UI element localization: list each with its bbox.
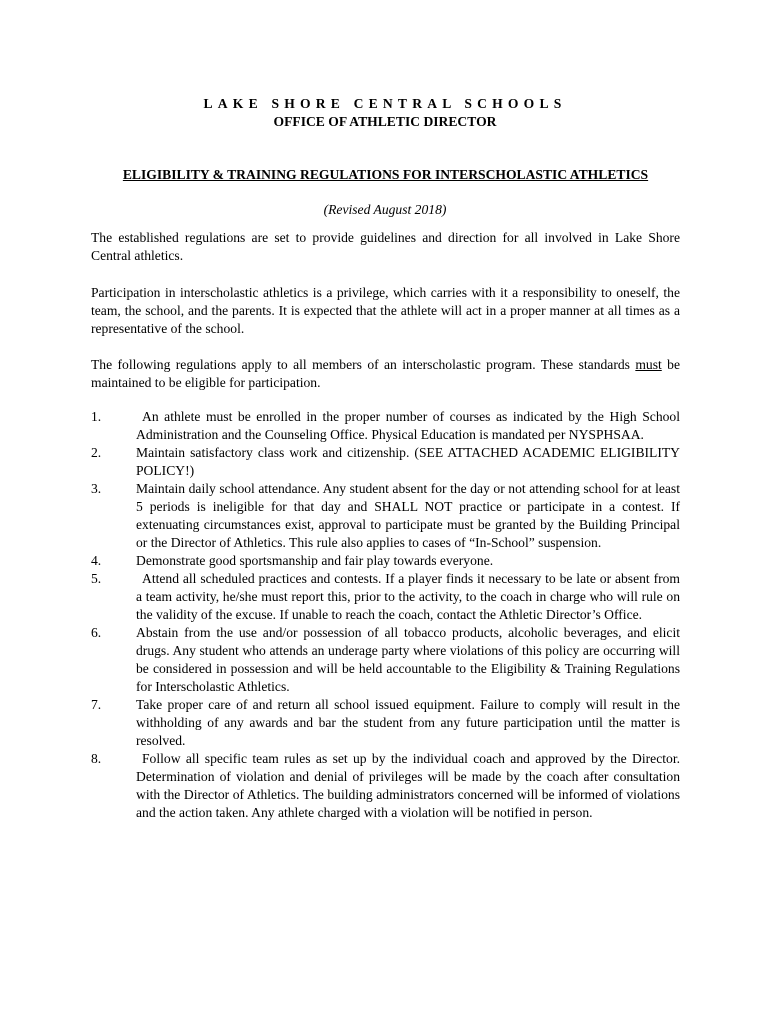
regulation-number: 1. bbox=[91, 409, 102, 424]
regulation-text: Abstain from the use and/or possession of all tobacco products, alcoholic beverages, and elicit drugs. Any student who attends an underage party where violations of this policy are occurring will be considered in possession and will be held accountable to the Eligibility & Training Regulations for Interscholastic Athletics. bbox=[136, 625, 680, 694]
regulation-item bbox=[91, 624, 680, 696]
standards-emphasis: must bbox=[635, 357, 662, 372]
regulation-number: 8. bbox=[91, 751, 102, 766]
regulation-item bbox=[91, 696, 680, 750]
regulation-text: Attend all scheduled practices and contests. If a player finds it necessary to be late or absent from a team activity, he/she must report this, prior to the activity, to the coach in charge who will rule on the validity of the excuse. If unable to reach the coach, contact the Athletic Director’s Office. bbox=[136, 571, 680, 622]
revision-date: (Revised August 2018) bbox=[323, 202, 447, 217]
document-title: ELIGIBILITY & TRAINING REGULATIONS FOR INTERSCHOLASTIC ATHLETICS bbox=[122, 167, 649, 182]
privilege-paragraph: Participation in interscholastic athletics is a privilege, which carries with it a responsibility to oneself, the team, the school, and the parents. It is expected that the athlete will act in a proper manner at all times as a representative of the school. bbox=[91, 285, 680, 336]
regulation-number: 3. bbox=[91, 481, 102, 496]
regulation-text: Follow all specific team rules as set up by the individual coach and approved by the Director. Determination of violation and denial of privileges will be made by the coach after consultation with the Director of Athletics. The building administrators concerned will be informed of violations and the action taken. Any athlete charged with a violation will be notified in person. bbox=[136, 751, 680, 820]
regulation-item bbox=[91, 552, 680, 570]
regulation-text: Maintain daily school attendance. Any student absent for the day or not attending school for at least 5 periods is ineligible for that day and SHALL NOT practice or participate in a contest. If extenuating circumstances exist, approval to participate must be granted by the Building Principal or the Director of Athletics. This rule also applies to cases of “In-School” suspension. bbox=[136, 481, 680, 550]
standards-text-after: be maintained to be eligible for participation. bbox=[91, 357, 680, 390]
regulation-item bbox=[91, 444, 680, 480]
regulation-text: Demonstrate good sportsmanship and fair play towards everyone. bbox=[136, 553, 494, 568]
regulation-item bbox=[91, 480, 680, 552]
regulation-text: An athlete must be enrolled in the proper number of courses as indicated by the High School Administration and the Counseling Office. Physical Education is mandated per NYSPHSAA. bbox=[136, 409, 680, 442]
regulation-text: Maintain satisfactory class work and citizenship. (SEE ATTACHED ACADEMIC ELIGIBILITY POLICY!) bbox=[136, 445, 680, 478]
regulation-item bbox=[91, 750, 680, 822]
standards-text-before: The following regulations apply to all members of an interscholastic program. These standards bbox=[91, 357, 636, 372]
regulation-number: 2. bbox=[91, 445, 102, 460]
regulation-number: 7. bbox=[91, 697, 102, 712]
regulation-number: 5. bbox=[91, 571, 102, 586]
regulation-item bbox=[91, 570, 680, 624]
office-name: OFFICE OF ATHLETIC DIRECTOR bbox=[273, 114, 497, 129]
school-name: LAKE SHORE CENTRAL SCHOOLS bbox=[203, 96, 567, 111]
standards-paragraph bbox=[91, 356, 680, 392]
intro-paragraph: The established regulations are set to provide guidelines and direction for all involved in Lake Shore Central athletics. bbox=[91, 230, 680, 263]
regulation-number: 6. bbox=[91, 625, 102, 640]
regulation-item bbox=[91, 408, 680, 444]
regulations-list bbox=[91, 408, 680, 822]
regulation-number: 4. bbox=[91, 553, 102, 568]
regulation-text: Take proper care of and return all school issued equipment. Failure to comply will result in the withholding of any awards and bar the student from any future participation until the matter is resolved. bbox=[136, 697, 680, 748]
